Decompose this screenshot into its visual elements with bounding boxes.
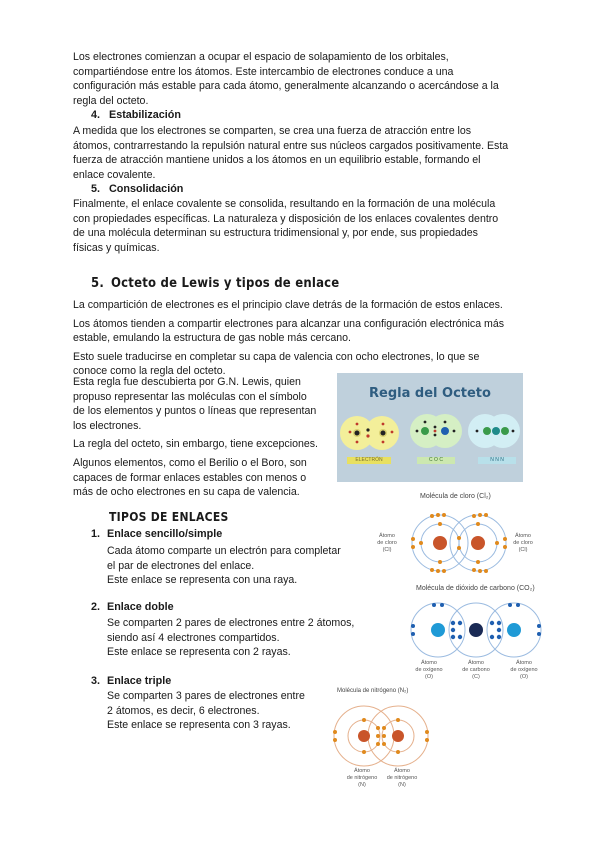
tipo2-heading: Enlace doble (107, 601, 174, 613)
octet-label: ELECTRÓN (355, 457, 383, 463)
tipo1-line: Cada átomo comparte un electrón para completar (107, 545, 341, 557)
co2-label-carbon (461, 660, 491, 681)
label-line: de nitrógeno (346, 775, 378, 781)
label-line: (O) (425, 674, 433, 680)
section5-p4-line: los electrones. (73, 419, 142, 432)
chlorine-left-label (370, 533, 404, 554)
tipo1-body (107, 544, 377, 588)
tipos-title: TIPOS DE ENLACES (109, 510, 229, 524)
section5-p2-line: Los átomos tienden a compartir electrones para alcanzar una configuración electrónica más (73, 317, 505, 330)
label-line: (C) (472, 674, 480, 680)
step4-line: átomos, contrarrestando la repulsión natural entre sus núcleos cargados positivamente. Esta (73, 139, 509, 152)
nitrogen-caption: Molécula de nitrógeno (N₂) (337, 688, 409, 694)
step5-heading: Consolidación (109, 183, 184, 195)
tipo1-line: el par de electrones del enlace. (107, 559, 255, 572)
label-line: de carbono (462, 667, 490, 673)
label-line: de nitrógeno (386, 775, 418, 781)
label-line: Átomo (468, 660, 484, 666)
tipo3-line: Este enlace se representa con 3 rayas. (107, 719, 291, 732)
label-line: (Cl) (518, 547, 528, 553)
section5-p3-line: conoce como la regla del octeto. (73, 365, 226, 378)
tipo3-heading: Enlace triple (107, 675, 172, 687)
label-line: (O) (520, 674, 528, 680)
intro-line: regla del octeto. (73, 94, 149, 107)
label-line: de cloro (513, 540, 533, 546)
tipo2-line: Este enlace se representa con 2 rayas. (107, 646, 291, 659)
tipo3-number: 3. (91, 675, 101, 687)
section5-p5: La regla del octeto, sin embargo, tiene excepciones. (73, 438, 318, 451)
nitrogen-diagram (332, 688, 442, 793)
step5-number: 5. (91, 183, 101, 195)
chlorine-diagram (370, 493, 533, 583)
chlorine-caption: Molécula de cloro (Cl₂) (420, 493, 491, 500)
step5-paragraph (73, 197, 530, 255)
section5-p4-line: propuso representar las moléculas con el símbolo (73, 390, 307, 403)
step4-heading: Estabilización (109, 109, 181, 121)
section5-left-column (73, 375, 329, 500)
section5-p3-line: Esto suele traducirse en completar su capa de valencia con ocho electrones, lo que se (73, 350, 480, 363)
label-line: de oxígeno (415, 667, 443, 673)
label-line: de cloro (377, 540, 397, 546)
step5-line: Finalmente, el enlace covalente se consolida, resultando en la formación de una molécula (73, 198, 496, 210)
co2-label-oxygen-left (414, 660, 444, 681)
tipo3-body (107, 689, 322, 733)
label-line: (N) (398, 782, 406, 788)
co2-label-oxygen-right (509, 660, 539, 681)
co2-caption: Molécula de dióxido de carbono (CO₂) (416, 585, 535, 592)
tipo2-number: 2. (91, 601, 101, 613)
octet-label: N N N (490, 457, 504, 463)
step4-line: fuerza de atracción mantiene unidos a los átomos en un equilibrio estable, formando el (73, 154, 481, 167)
nitrogen-label-left (344, 768, 380, 789)
step4-line: A medida que los electrones se comparten, se crea una fuerza de atracción entre los (73, 125, 472, 137)
tipo3-line: 2 átomos, es decir, 6 electrones. (107, 704, 260, 717)
label-line: Átomo (515, 533, 531, 539)
section5-p1: La compartición de electrones es el principio clave detrás de la formación de estos enlaces. (73, 299, 503, 311)
section5-p2-line: estable, emulando la estructura de gas noble más cercano. (73, 332, 351, 345)
section5-p6-line: capaces de formar enlaces estables con menos o (73, 471, 307, 484)
section5-title: Octeto de Lewis y tipos de enlace (111, 276, 340, 291)
step4-line: enlace covalente. (73, 168, 156, 181)
section5-p6-line: más de ocho electrones en su capa de valencia. (73, 486, 300, 499)
tipo1-number: 1. (91, 528, 101, 540)
section5-number: 5. (91, 276, 104, 291)
nitrogen-label-right (384, 768, 420, 789)
label-line: Átomo (379, 533, 395, 539)
intro-paragraph (73, 50, 530, 108)
octet-rule-image (337, 373, 523, 482)
tipo2-line: Se comparten 2 pares de electrones entre 2 átomos, (107, 617, 355, 629)
octet-label: C O C (429, 457, 443, 463)
step4-number: 4. (91, 109, 101, 121)
label-line: Átomo (394, 768, 410, 774)
tipo1-heading: Enlace sencillo/simple (107, 528, 223, 540)
co2-diagram (408, 585, 558, 685)
intro-line: Los electrones comienzan a ocupar el espacio de solapamiento de los orbitales, (73, 51, 449, 63)
chlorine-right-label (508, 533, 538, 554)
tipo1-line: Este enlace se representa con una raya. (107, 574, 298, 587)
intro-line: compartiéndose entre los átomos. Este intercambio de electrones conduce a una (73, 65, 454, 78)
tipo3-line: Se comparten 3 pares de electrones entre (107, 690, 305, 702)
label-line: Átomo (421, 660, 437, 666)
step5-line: con propiedades específicas. La naturaleza y disposición de los enlaces covalentes dentro (73, 212, 499, 225)
octet-molecules-illustration (337, 373, 523, 482)
label-line: Átomo (354, 768, 370, 774)
tipo2-body (107, 616, 397, 660)
tipo2-line: siendo así 4 electrones compartidos. (107, 631, 280, 644)
step5-line: de una molécula determinan su estructura tridimensional y, por ende, sus propiedades (73, 227, 478, 240)
octet-rule-title: Regla del Octeto (369, 386, 491, 401)
label-line: (N) (358, 782, 366, 788)
intro-line: configuración más estable para cada átomo, generalmente alcanzando o acercándose a la (73, 80, 499, 93)
label-line: de oxígeno (510, 667, 538, 673)
section5-p4-line: Esta regla fue descubierta por G.N. Lewis, quien (73, 376, 301, 388)
step5-line: físicas y químicas. (73, 241, 160, 254)
step4-paragraph (73, 124, 530, 182)
label-line: Átomo (516, 660, 532, 666)
section5-p6-line: Algunos elementos, como el Berilio o el Boro, son (73, 456, 307, 469)
section5-body (73, 298, 530, 379)
label-line: (Cl) (382, 547, 392, 553)
section5-p4-line: de los elementos y puntos o líneas que representan (73, 405, 317, 418)
